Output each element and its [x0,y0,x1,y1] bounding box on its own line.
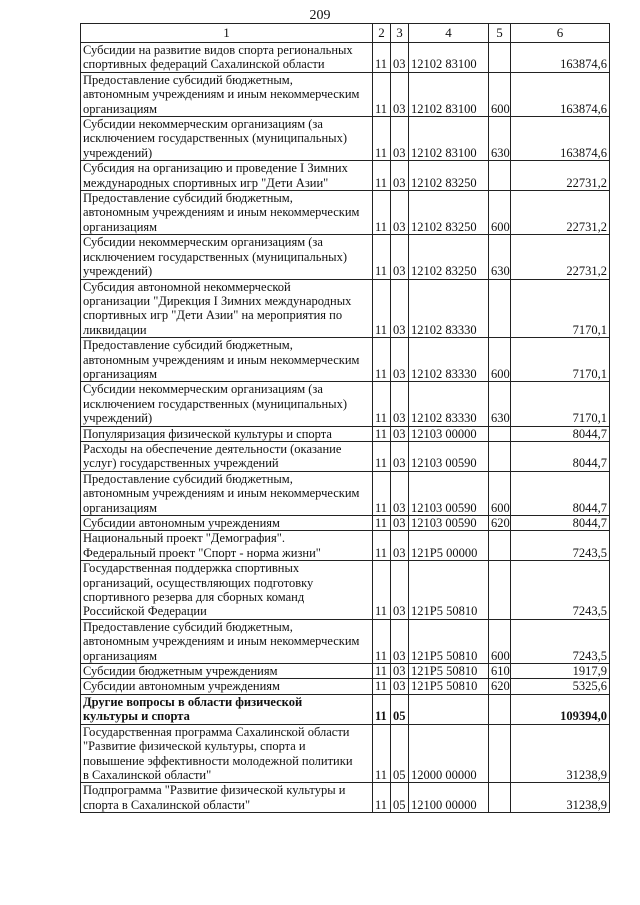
row-amount: 8044,7 [511,426,610,441]
budget-table [80,23,610,813]
row-description: Субсидии автономным учреждениям [81,516,373,531]
row-subsection: 03 [391,664,409,679]
row-section: 11 [373,43,391,73]
row-subsection: 05 [391,694,409,724]
row-section: 11 [373,471,391,515]
row-target-code: 121P5 50810 [409,619,489,663]
row-subsection: 03 [391,43,409,73]
row-subsection: 03 [391,516,409,531]
row-subsection: 03 [391,382,409,426]
row-amount: 22731,2 [511,235,610,279]
row-subsection: 03 [391,72,409,116]
header-cell: 4 [409,24,489,43]
table-row [81,664,610,679]
row-section: 11 [373,426,391,441]
header-row [81,24,610,43]
table-row [81,679,610,694]
row-expense-type: 600 [489,72,511,116]
row-section: 11 [373,619,391,663]
row-amount: 7170,1 [511,382,610,426]
row-description: Предоставление субсидий бюджетным, автономным учреждениям и иным некоммерческим организациям [81,471,373,515]
page-number: 209 [309,8,331,23]
header-cell: 5 [489,24,511,43]
row-expense-type: 620 [489,679,511,694]
row-target-code: 12102 83250 [409,235,489,279]
row-subsection: 03 [391,191,409,235]
table-row [81,531,610,561]
row-expense-type [489,783,511,813]
row-target-code: 121P5 00000 [409,531,489,561]
row-description: Субсидии автономным учреждениям [81,679,373,694]
table-row [81,561,610,620]
row-expense-type [489,426,511,441]
header-cell: 2 [373,24,391,43]
row-expense-type [489,441,511,471]
row-description: Государственная программа Сахалинской области "Развитие физической культуры, спорта и повышение эффективности молодежной политики в Сахалинской области" [81,724,373,783]
row-subsection: 03 [391,338,409,382]
row-target-code: 12102 83100 [409,117,489,161]
table-row [81,694,610,724]
row-amount: 7170,1 [511,338,610,382]
table-row [81,117,610,161]
row-description: Предоставление субсидий бюджетным, автономным учреждениям и иным некоммерческим организациям [81,191,373,235]
table-row [81,338,610,382]
row-target-code: 12102 83250 [409,191,489,235]
row-subsection: 05 [391,783,409,813]
row-subsection: 03 [391,531,409,561]
row-section: 11 [373,235,391,279]
row-target-code: 12103 00590 [409,471,489,515]
row-section: 11 [373,441,391,471]
row-section: 11 [373,117,391,161]
row-subsection: 03 [391,279,409,338]
row-section: 11 [373,72,391,116]
row-amount: 5325,6 [511,679,610,694]
row-description: Субсидии некоммерческим организациям (за исключением государственных (муниципальных) учреждений) [81,117,373,161]
row-section: 11 [373,724,391,783]
row-amount: 7243,5 [511,619,610,663]
table-row [81,279,610,338]
row-target-code: 12103 00000 [409,426,489,441]
row-description: Субсидии бюджетным учреждениям [81,664,373,679]
table-row [81,43,610,73]
row-amount: 8044,7 [511,516,610,531]
row-expense-type [489,279,511,338]
row-expense-type [489,694,511,724]
row-subsection: 03 [391,426,409,441]
row-amount: 7243,5 [511,531,610,561]
row-expense-type: 600 [489,191,511,235]
row-expense-type: 630 [489,382,511,426]
header-cell: 6 [511,24,610,43]
table-row [81,783,610,813]
row-subsection: 05 [391,724,409,783]
table-row [81,235,610,279]
row-expense-type: 600 [489,619,511,663]
row-target-code: 12102 83330 [409,279,489,338]
row-description: Популяризация физической культуры и спорта [81,426,373,441]
row-expense-type [489,724,511,783]
row-amount: 163874,6 [511,43,610,73]
row-target-code: 12000 00000 [409,724,489,783]
row-expense-type [489,531,511,561]
row-expense-type: 630 [489,235,511,279]
row-target-code: 12102 83330 [409,382,489,426]
row-target-code: 12102 83250 [409,161,489,191]
row-section: 11 [373,783,391,813]
row-subsection: 03 [391,441,409,471]
row-description: Субсидии на развитие видов спорта региональных спортивных федераций Сахалинской области [81,43,373,73]
row-amount: 31238,9 [511,783,610,813]
row-section: 11 [373,561,391,620]
row-subsection: 03 [391,679,409,694]
table-row [81,191,610,235]
row-section: 11 [373,516,391,531]
row-subsection: 03 [391,471,409,515]
row-expense-type: 600 [489,338,511,382]
row-description: Подпрограмма "Развитие физической культуры и спорта в Сахалинской области" [81,783,373,813]
row-section: 11 [373,664,391,679]
row-target-code: 12102 83100 [409,43,489,73]
row-description: Субсидии некоммерческим организациям (за исключением государственных (муниципальных) учреждений) [81,235,373,279]
row-target-code: 12103 00590 [409,441,489,471]
row-section: 11 [373,338,391,382]
row-target-code [409,694,489,724]
row-description: Субсидия на организацию и проведение I Зимних международных спортивных игр "Дети Азии" [81,161,373,191]
table-row [81,426,610,441]
row-target-code: 121P5 50810 [409,664,489,679]
row-target-code: 121P5 50810 [409,679,489,694]
row-expense-type [489,161,511,191]
row-section: 11 [373,694,391,724]
row-subsection: 03 [391,161,409,191]
header-cell: 3 [391,24,409,43]
row-amount: 163874,6 [511,72,610,116]
table-row [81,724,610,783]
row-description: Государственная поддержка спортивных организаций, осуществляющих подготовку спортивного резерва для сборных команд Российской Федерации [81,561,373,620]
table-row [81,619,610,663]
row-section: 11 [373,382,391,426]
row-target-code: 121P5 50810 [409,561,489,620]
row-subsection: 03 [391,117,409,161]
row-subsection: 03 [391,561,409,620]
row-description: Субсидии некоммерческим организациям (за исключением государственных (муниципальных) учреждений) [81,382,373,426]
row-amount: 7170,1 [511,279,610,338]
row-expense-type [489,561,511,620]
table-row [81,72,610,116]
row-section: 11 [373,679,391,694]
row-amount: 163874,6 [511,117,610,161]
row-description: Предоставление субсидий бюджетным, автономным учреждениям и иным некоммерческим организациям [81,72,373,116]
row-target-code: 12102 83330 [409,338,489,382]
row-amount: 8044,7 [511,471,610,515]
row-section: 11 [373,279,391,338]
table-row [81,441,610,471]
table-row [81,471,610,515]
row-target-code: 12103 00590 [409,516,489,531]
row-section: 11 [373,531,391,561]
row-description: Субсидия автономной некоммерческой организации "Дирекция I Зимних международных спортивных игр "Дети Азии" на мероприятия по ликвидации [81,279,373,338]
row-expense-type [489,43,511,73]
row-target-code: 12100 00000 [409,783,489,813]
row-target-code: 12102 83100 [409,72,489,116]
row-description: Предоставление субсидий бюджетным, автономным учреждениям и иным некоммерческим организациям [81,619,373,663]
row-amount: 8044,7 [511,441,610,471]
row-expense-type: 630 [489,117,511,161]
row-amount: 1917,9 [511,664,610,679]
row-description: Другие вопросы в области физической культуры и спорта [81,694,373,724]
row-expense-type: 610 [489,664,511,679]
row-description: Национальный проект "Демография". Федеральный проект "Спорт - норма жизни" [81,531,373,561]
row-expense-type: 600 [489,471,511,515]
row-description: Предоставление субсидий бюджетным, автономным учреждениям и иным некоммерческим организациям [81,338,373,382]
row-subsection: 03 [391,235,409,279]
row-amount: 7243,5 [511,561,610,620]
row-amount: 31238,9 [511,724,610,783]
table-row [81,382,610,426]
row-description: Расходы на обеспечение деятельности (оказание услуг) государственных учреждений [81,441,373,471]
row-subsection: 03 [391,619,409,663]
row-amount: 22731,2 [511,191,610,235]
row-section: 11 [373,161,391,191]
row-expense-type: 620 [489,516,511,531]
header-cell: 1 [81,24,373,43]
row-amount: 22731,2 [511,161,610,191]
table-row [81,516,610,531]
row-section: 11 [373,191,391,235]
table-row [81,161,610,191]
row-amount: 109394,0 [511,694,610,724]
